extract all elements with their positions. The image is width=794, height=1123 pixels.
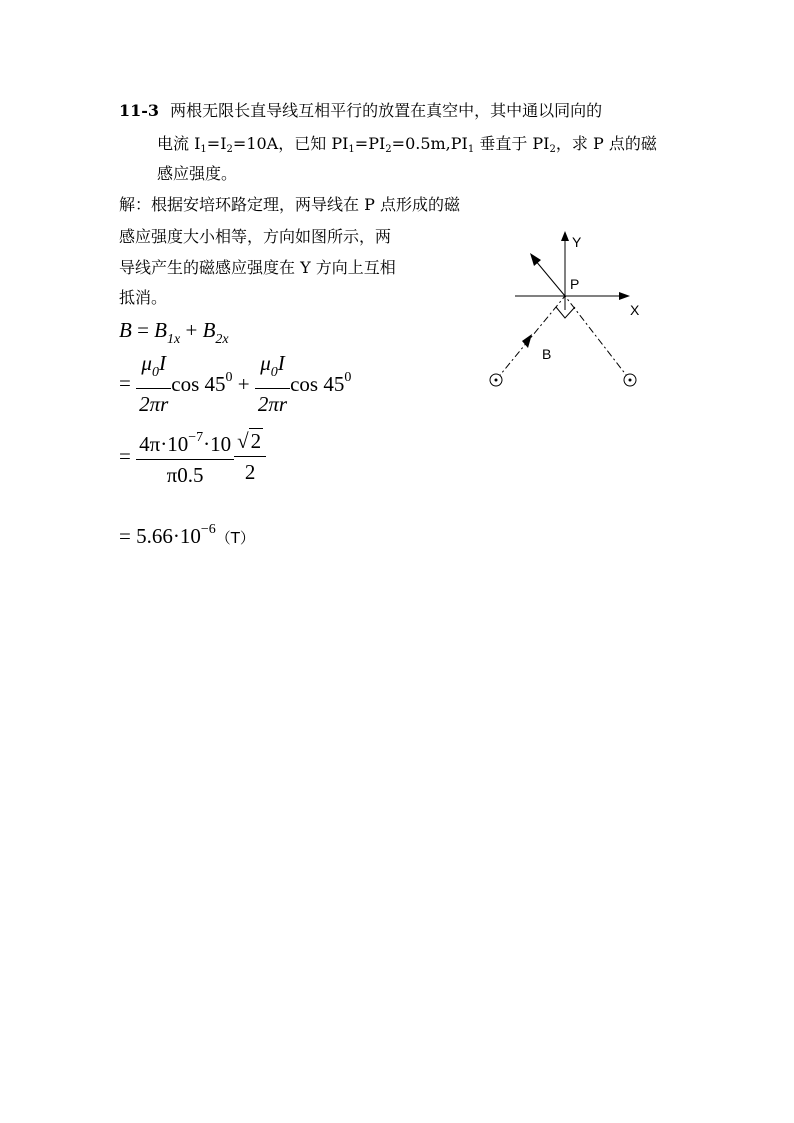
eq3-numerator-tail: ·10 [203, 432, 232, 456]
eq2-equals: = [119, 371, 131, 395]
field-b-label: B [542, 346, 552, 362]
eq2-mu-1: μ [141, 351, 152, 375]
y-axis-arrowhead [561, 231, 569, 241]
eq3-fraction-1 [136, 425, 234, 488]
eq2-mu-sub-2: 0 [270, 365, 278, 380]
eq1-term2-sub: 2x [215, 332, 229, 347]
wire-1-dot [495, 379, 498, 382]
solution-line-4: 抵消。 [119, 288, 168, 307]
eq2-deg-1: 0 [225, 370, 233, 385]
equation-1 [119, 318, 229, 348]
eq3-denominator: π0.5 [166, 463, 204, 487]
problem-text-2b: =I [206, 134, 227, 153]
eq2-fraction-2 [255, 350, 290, 417]
point-p-label: P [570, 276, 580, 292]
eq4-value: = 5.66·10 [119, 524, 201, 548]
eq2-cos-2: cos 45 [290, 372, 345, 396]
problem-line-3: 感应强度。 [157, 164, 238, 183]
field-vector-2-arrowhead [522, 334, 532, 348]
sqrt-denominator: 2 [244, 460, 256, 484]
solution-line-3: 导线产生的磁感应强度在 Y 方向上互相 [119, 258, 396, 277]
solution-line-2: 感应强度大小相等，方向如图所示，两 [119, 227, 392, 246]
eq2-mu-2: μ [260, 351, 271, 375]
x-axis-arrowhead [619, 292, 630, 300]
eq2-current-1: I [158, 351, 166, 375]
eq2-denominator-1: 2πr [139, 392, 169, 416]
problem-text-2c: =10A，已知 PI [232, 134, 349, 153]
field-vector-1-arrowhead [530, 253, 541, 266]
eq2-mu-sub-1: 0 [151, 365, 159, 380]
eq4-unit: （T） [215, 529, 255, 547]
x-axis-label: X [630, 302, 640, 318]
sub-6: 2 [549, 144, 556, 155]
problem-text-2d: =PI [354, 134, 386, 153]
equation-2 [119, 350, 351, 417]
equation-4 [119, 522, 255, 549]
eq3-equals: = [119, 444, 131, 468]
eq3-fraction-2 [234, 428, 266, 485]
eq1-term1: B [154, 318, 167, 342]
eq2-denominator-2: 2πr [257, 392, 288, 416]
sub-5: 1 [467, 144, 475, 155]
sub-3: 1 [348, 144, 355, 155]
eq1-term1-sub: 1x [167, 332, 181, 347]
eq1-term2: B [202, 318, 216, 342]
equation-3 [119, 425, 266, 488]
eq2-deg-2: 0 [344, 370, 352, 385]
problem-number: 11-3 [119, 101, 160, 120]
eq1-equals: = [131, 318, 155, 342]
sub-2: 2 [226, 144, 233, 155]
eq4-exponent: −6 [200, 522, 216, 537]
sqrt-symbol: √2 [237, 429, 262, 453]
eq2-cos-1: cos 45 [171, 372, 226, 396]
eq3-exponent: −7 [188, 430, 204, 445]
eq2-fraction-1 [136, 350, 171, 417]
sub-1: 1 [200, 144, 207, 155]
eq2-plus: + [232, 372, 255, 396]
eq1-plus: + [180, 318, 203, 342]
field-vector-1 [535, 260, 565, 296]
field-diagram [480, 225, 650, 400]
problem-line-1 [119, 101, 602, 121]
eq1-lhs: B [119, 318, 132, 342]
solution-line-1: 解：根据安培环路定理，两导线在 P 点形成的磁 [119, 195, 460, 214]
eq2-current-2: I [277, 351, 285, 375]
y-axis-label: Y [572, 234, 582, 250]
problem-text-2g: ，求 P 点的磁 [555, 134, 657, 153]
sqrt-radicand: 2 [250, 429, 262, 453]
wire-2-dot [629, 379, 632, 382]
problem-text-2f: 垂直于 PI [474, 134, 550, 153]
dashed-line-right [565, 296, 630, 380]
problem-text-2a: 电流 I [157, 134, 201, 153]
sub-4: 2 [385, 144, 392, 155]
eq3-numerator: 4π·10 [139, 432, 189, 456]
problem-text-2e: =0.5m,PI [391, 134, 468, 153]
problem-text-1: 两根无限长直导线互相平行的放置在真空中，其中通以同向的 [170, 101, 603, 120]
problem-line-2 [157, 134, 657, 160]
